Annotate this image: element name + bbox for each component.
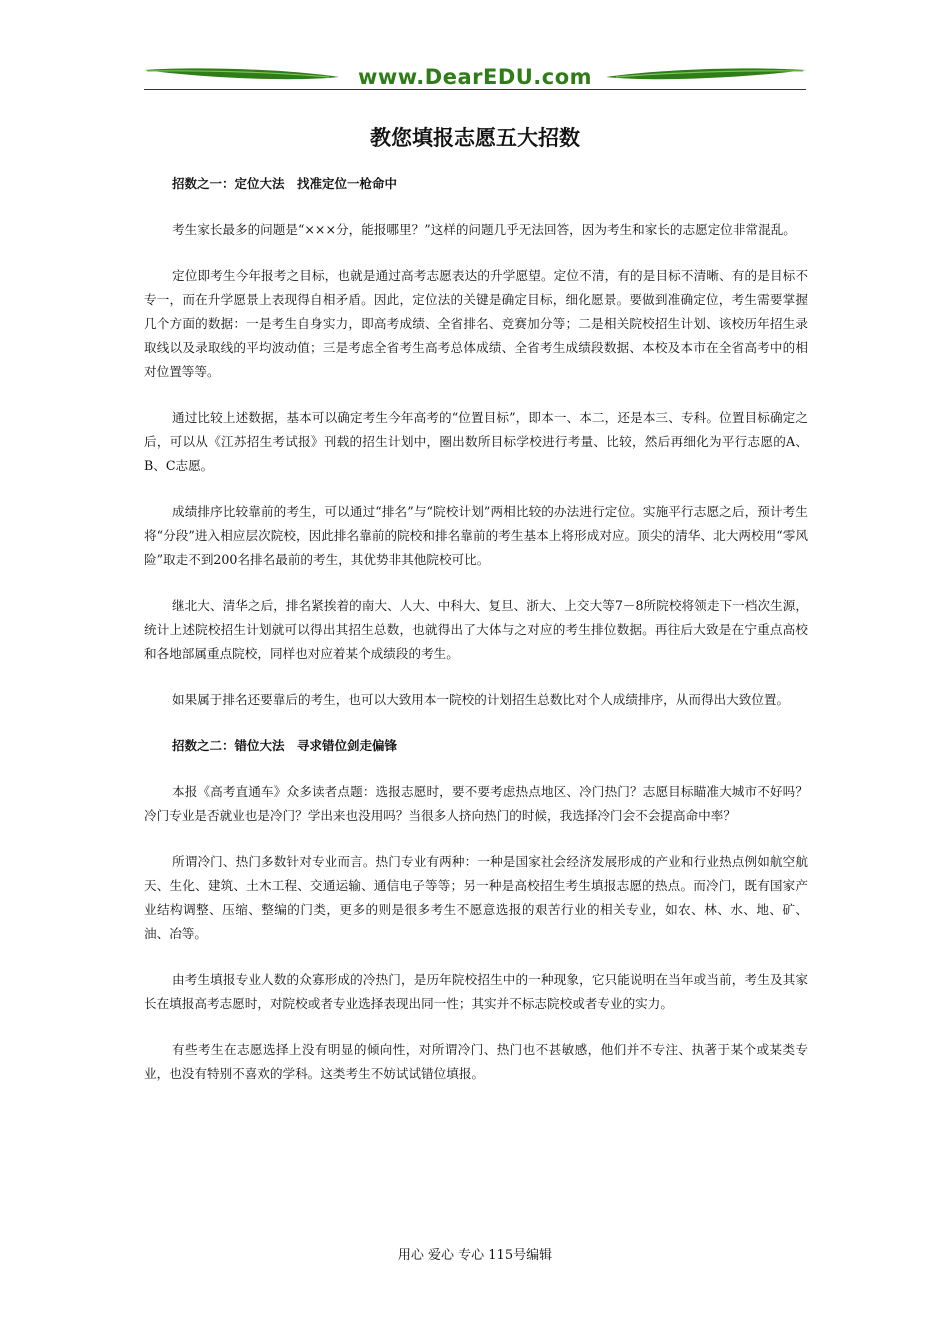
paragraph: 有些考生在志愿选择上没有明显的倾向性，对所谓冷门、热门也不甚敏感，他们并不专注、执著于某个或某类专业，也没有特别不喜欢的学科。这类考生不妨试试错位填报。: [144, 1042, 808, 1081]
paragraph: 由考生填报专业人数的众寡形成的冷热门，是历年院校招生中的一种现象，它只能说明在当年或当前，考生及其家长在填报高考志愿时，对院校或者专业选择表现出同一性；其实并不标志院校或者专业的实力。: [144, 972, 808, 1011]
paragraph: 通过比较上述数据，基本可以确定考生今年高考的“位置目标”，即本一、本二，还是本三、专科。位置目标确定之后，可以从《江苏招生考试报》刊载的招生计划中，圈出数所目标学校进行考量、比较，然后再细化为平行志愿的A、B、C志愿。: [144, 410, 808, 473]
site-header: [144, 62, 806, 92]
paragraph: 考生家长最多的问题是“×××分，能报哪里？”这样的问题几乎无法回答，因为考生和家长的志愿定位非常混乱。: [172, 222, 796, 237]
paragraph: 继北大、清华之后，排名紧挨着的南大、人大、中科大、复旦、浙大、上交大等7－8所院校将领走下一档次生源，统计上述院校招生计划就可以得出其招生总数，也就得出了大体与之对应的考生排位数据。再往后大致是在宁重点高校和各地部属重点院校，同样也对应着某个成绩段的考生。: [144, 598, 808, 661]
paragraph: 成绩排序比较靠前的考生，可以通过“排名”与“院校计划”两相比较的办法进行定位。实施平行志愿之后，预计考生将“分段”进入相应层次院校，因此排名靠前的院校和排名靠前的考生基本上将形成对应。顶尖的清华、北大两校用“零风险”取走不到200名排名最前的考生，其优势非其他院校可比。: [144, 504, 808, 567]
page-title: 教您填报志愿五大招数: [370, 126, 580, 150]
article-body: [144, 172, 808, 1108]
paragraph: 如果属于排名还要靠后的考生，也可以大致用本一院校的计划招生总数比对个人成绩排序，从而得出大致位置。: [172, 692, 790, 707]
section-heading-1: 招数之一：定位大法 找准定位一枪命中: [172, 176, 398, 191]
paragraph: 所谓冷门、热门多数针对专业而言。热门专业有两种：一种是国家社会经济发展形成的产业和行业热点例如航空航天、生化、建筑、土木工程、交通运输、通信电子等等；另一种是高校招生考生填报志愿的热点。而冷门，既有国家产业结构调整、压缩、整编的门类，更多的则是很多考生不愿意选报的艰苦行业的相关专业，如农、林、水、地、矿、油、冶等。: [144, 854, 808, 941]
header-divider: [144, 89, 806, 90]
paragraph: 定位即考生今年报考之目标，也就是通过高考志愿表达的升学愿望。定位不清，有的是目标不清晰、有的是目标不专一，而在升学愿景上表现得自相矛盾。因此，定位法的关键是确定目标，细化愿景。要做到准确定位，考生需要掌握几个方面的数据：一是考生自身实力，即高考成绩、全省排名、竞赛加分等；二是相关院校招生计划、该校历年招生录取线以及录取线的平均波动值；三是考虑全省考生高考总体成绩、全省考生成绩段数据、本校及本市在全省高考中的相对位置等等。: [144, 268, 808, 379]
section-heading-2: 招数之二：错位大法 寻求错位剑走偏锋: [172, 738, 398, 753]
page-footer: 用心 爱心 专心 115号编辑: [397, 1248, 553, 1263]
site-logo-text: www.DearEDU.com: [357, 65, 593, 89]
paragraph: 本报《高考直通车》众多读者点题：选报志愿时，要不要考虑热点地区、冷门热门？志愿目标瞄准大城市不好吗？冷门专业是否就业也是冷门？学出来也没用吗？当很多人挤向热门的时候，我选择冷门会不会提高命中率？: [144, 784, 808, 823]
